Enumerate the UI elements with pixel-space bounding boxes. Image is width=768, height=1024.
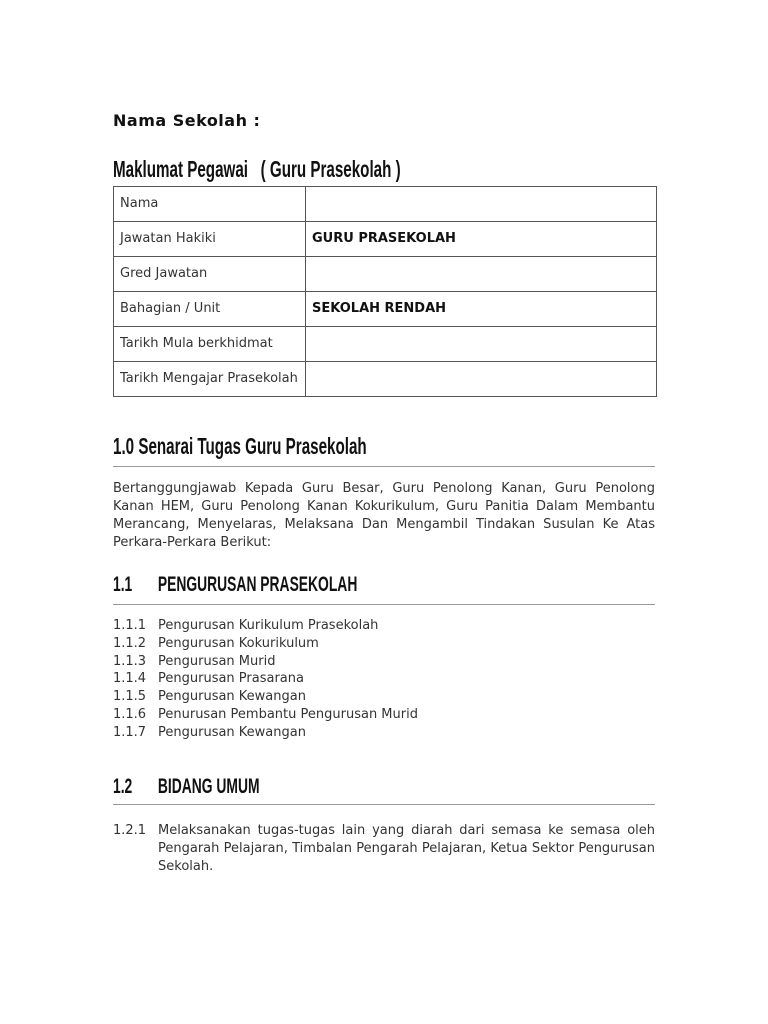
list-item <box>113 822 655 876</box>
row-label-gred: Gred Jawatan <box>114 257 306 292</box>
table-row <box>114 327 657 362</box>
row-value-gred <box>306 257 657 292</box>
item-text: Pengurusan Kewangan <box>158 689 306 705</box>
row-label-jawatan: Jawatan Hakiki <box>114 222 306 257</box>
section-1-1-number: 1.1 <box>113 573 133 596</box>
section-1-2-title: BIDANG UMUM <box>157 775 260 798</box>
section-1-2-divider <box>113 804 655 805</box>
table-row <box>114 257 657 292</box>
section-1-2-number: 1.2 <box>113 775 133 798</box>
item-number: 1.1.7 <box>113 724 147 740</box>
row-label-mengajar: Tarikh Mengajar Prasekolah <box>114 362 306 397</box>
staff-info-table <box>113 186 657 397</box>
table-row <box>114 292 657 327</box>
item-text: Pengurusan Prasarana <box>158 671 304 687</box>
staff-info-title: Maklumat Pegawai ( Guru Prasekolah ) <box>113 156 401 182</box>
table-row <box>114 222 657 257</box>
section-1-divider <box>113 466 655 467</box>
list-item <box>113 635 418 653</box>
row-value-mula <box>306 327 657 362</box>
item-text: Pengurusan Kewangan <box>158 724 306 740</box>
section-1-intro: Bertanggungjawab Kepada Guru Besar, Guru Penolong Kanan, Guru Penolong Kanan HEM, Guru Penolong Kanan Kokurikulum, Guru Panitia Dalam Membantu Merancang, Menyelaras, Melaksana Dan Mengambil Tindakan Susulan Ke Atas Perkara-Perkara Berikut: <box>113 481 655 550</box>
section-1-heading: 1.0 Senarai Tugas Guru Prasekolah <box>113 433 367 459</box>
list-item <box>113 617 418 635</box>
list-item <box>113 653 418 671</box>
table-row <box>114 362 657 397</box>
item-text: Melaksanakan tugas-tugas lain yang diarah dari semasa ke semasa oleh Pengarah Pelajaran, Timbalan Pengarah Pelajaran, Ketua Sektor Pengurusan Sekolah. <box>158 823 655 874</box>
row-label-bahagian: Bahagian / Unit <box>114 292 306 327</box>
item-number: 1.1.6 <box>113 706 147 722</box>
section-1-1-title: PENGURUSAN PRASEKOLAH <box>157 573 358 596</box>
list-item <box>113 670 418 688</box>
item-number: 1.2.1 <box>113 823 147 838</box>
item-text: Pengurusan Murid <box>158 653 276 669</box>
row-value-mengajar <box>306 362 657 397</box>
item-text: Pengurusan Kokurikulum <box>158 635 319 651</box>
item-text: Penurusan Pembantu Pengurusan Murid <box>158 706 418 722</box>
item-number: 1.1.5 <box>113 689 147 705</box>
list-item <box>113 688 418 706</box>
list-item <box>113 706 418 724</box>
row-label-nama: Nama <box>114 187 306 222</box>
item-text: Pengurusan Kurikulum Prasekolah <box>158 618 379 633</box>
section-1-1-divider <box>113 604 655 605</box>
section-1-1-list <box>113 617 418 742</box>
item-number: 1.1.1 <box>113 618 147 633</box>
item-number: 1.1.3 <box>113 653 147 669</box>
row-value-jawatan: GURU PRASEKOLAH <box>306 222 657 257</box>
item-number: 1.1.4 <box>113 671 147 687</box>
section-1-1-heading <box>113 573 357 597</box>
row-label-mula: Tarikh Mula berkhidmat <box>114 327 306 362</box>
row-value-nama <box>306 187 657 222</box>
list-item <box>113 724 418 742</box>
item-number: 1.1.2 <box>113 635 147 651</box>
school-name-label: Nama Sekolah : <box>113 111 261 130</box>
table-row <box>114 187 657 222</box>
row-value-bahagian: SEKOLAH RENDAH <box>306 292 657 327</box>
section-1-2-heading <box>113 775 260 799</box>
